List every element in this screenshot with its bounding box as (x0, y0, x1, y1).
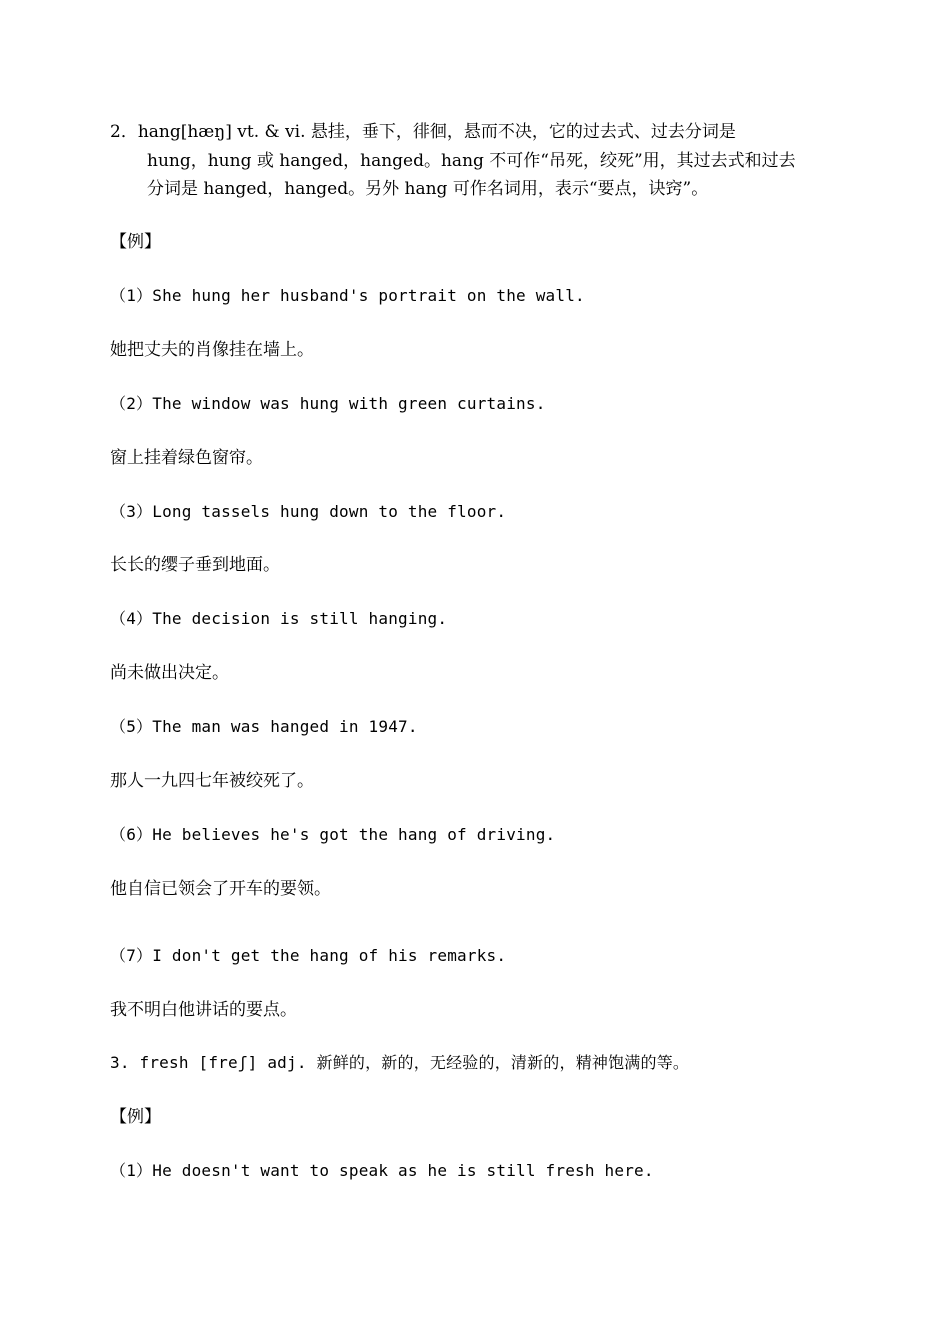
example-en-4: （4）The decision is still hanging. (110, 609, 448, 628)
example-cn-2: 窗上挂着绿色窗帘。 (110, 448, 263, 468)
example-en-5: （5）The man was hanged in 1947. (110, 717, 418, 736)
example-en-6: （6）He believes he's got the hang of driving. (110, 825, 556, 844)
entry-hang (110, 118, 845, 204)
example-en-3: （3）Long tassels hung down to the floor. (110, 502, 507, 521)
example-en-2: （2）The window was hung with green curtains. (110, 394, 546, 413)
entry-hang-line-2: hung，hung 或 hanged，hanged。hang 不可作“吊死，绞死”用，其过去式和过去 (147, 150, 796, 171)
example-cn-4: 尚未做出决定。 (110, 663, 229, 683)
example-cn-1: 她把丈夫的肖像挂在墙上。 (110, 340, 314, 360)
entry-hang-line-1: 2．hang[hæŋ] vt. & vi. 悬挂，垂下，徘徊，悬而不决，它的过去式、过去分词是 (110, 122, 736, 142)
example-en-1: （1）She hung her husband's portrait on the wall. (110, 286, 585, 305)
example-cn-3: 长长的缨子垂到地面。 (110, 555, 280, 575)
example-cn-7: 我不明白他讲话的要点。 (110, 1000, 297, 1020)
example-heading-fresh: 【例】 (110, 1107, 161, 1127)
example-fresh-en-1: （1）He doesn't want to speak as he is still fresh here. (110, 1161, 654, 1180)
entry-fresh: 3. fresh [freʃ] adj. 新鲜的，新的，无经验的，清新的，精神饱满的等。 (110, 1053, 690, 1072)
entry-hang-line-3: 分词是 hanged，hanged。另外 hang 可作名词用，表示“要点，诀窍”。 (147, 179, 709, 199)
example-cn-5: 那人一九四七年被绞死了。 (110, 771, 314, 791)
example-heading: 【例】 (110, 232, 161, 252)
example-en-7: （7）I don't get the hang of his remarks. (110, 946, 507, 965)
example-cn-6: 他自信已领会了开车的要领。 (110, 879, 331, 899)
